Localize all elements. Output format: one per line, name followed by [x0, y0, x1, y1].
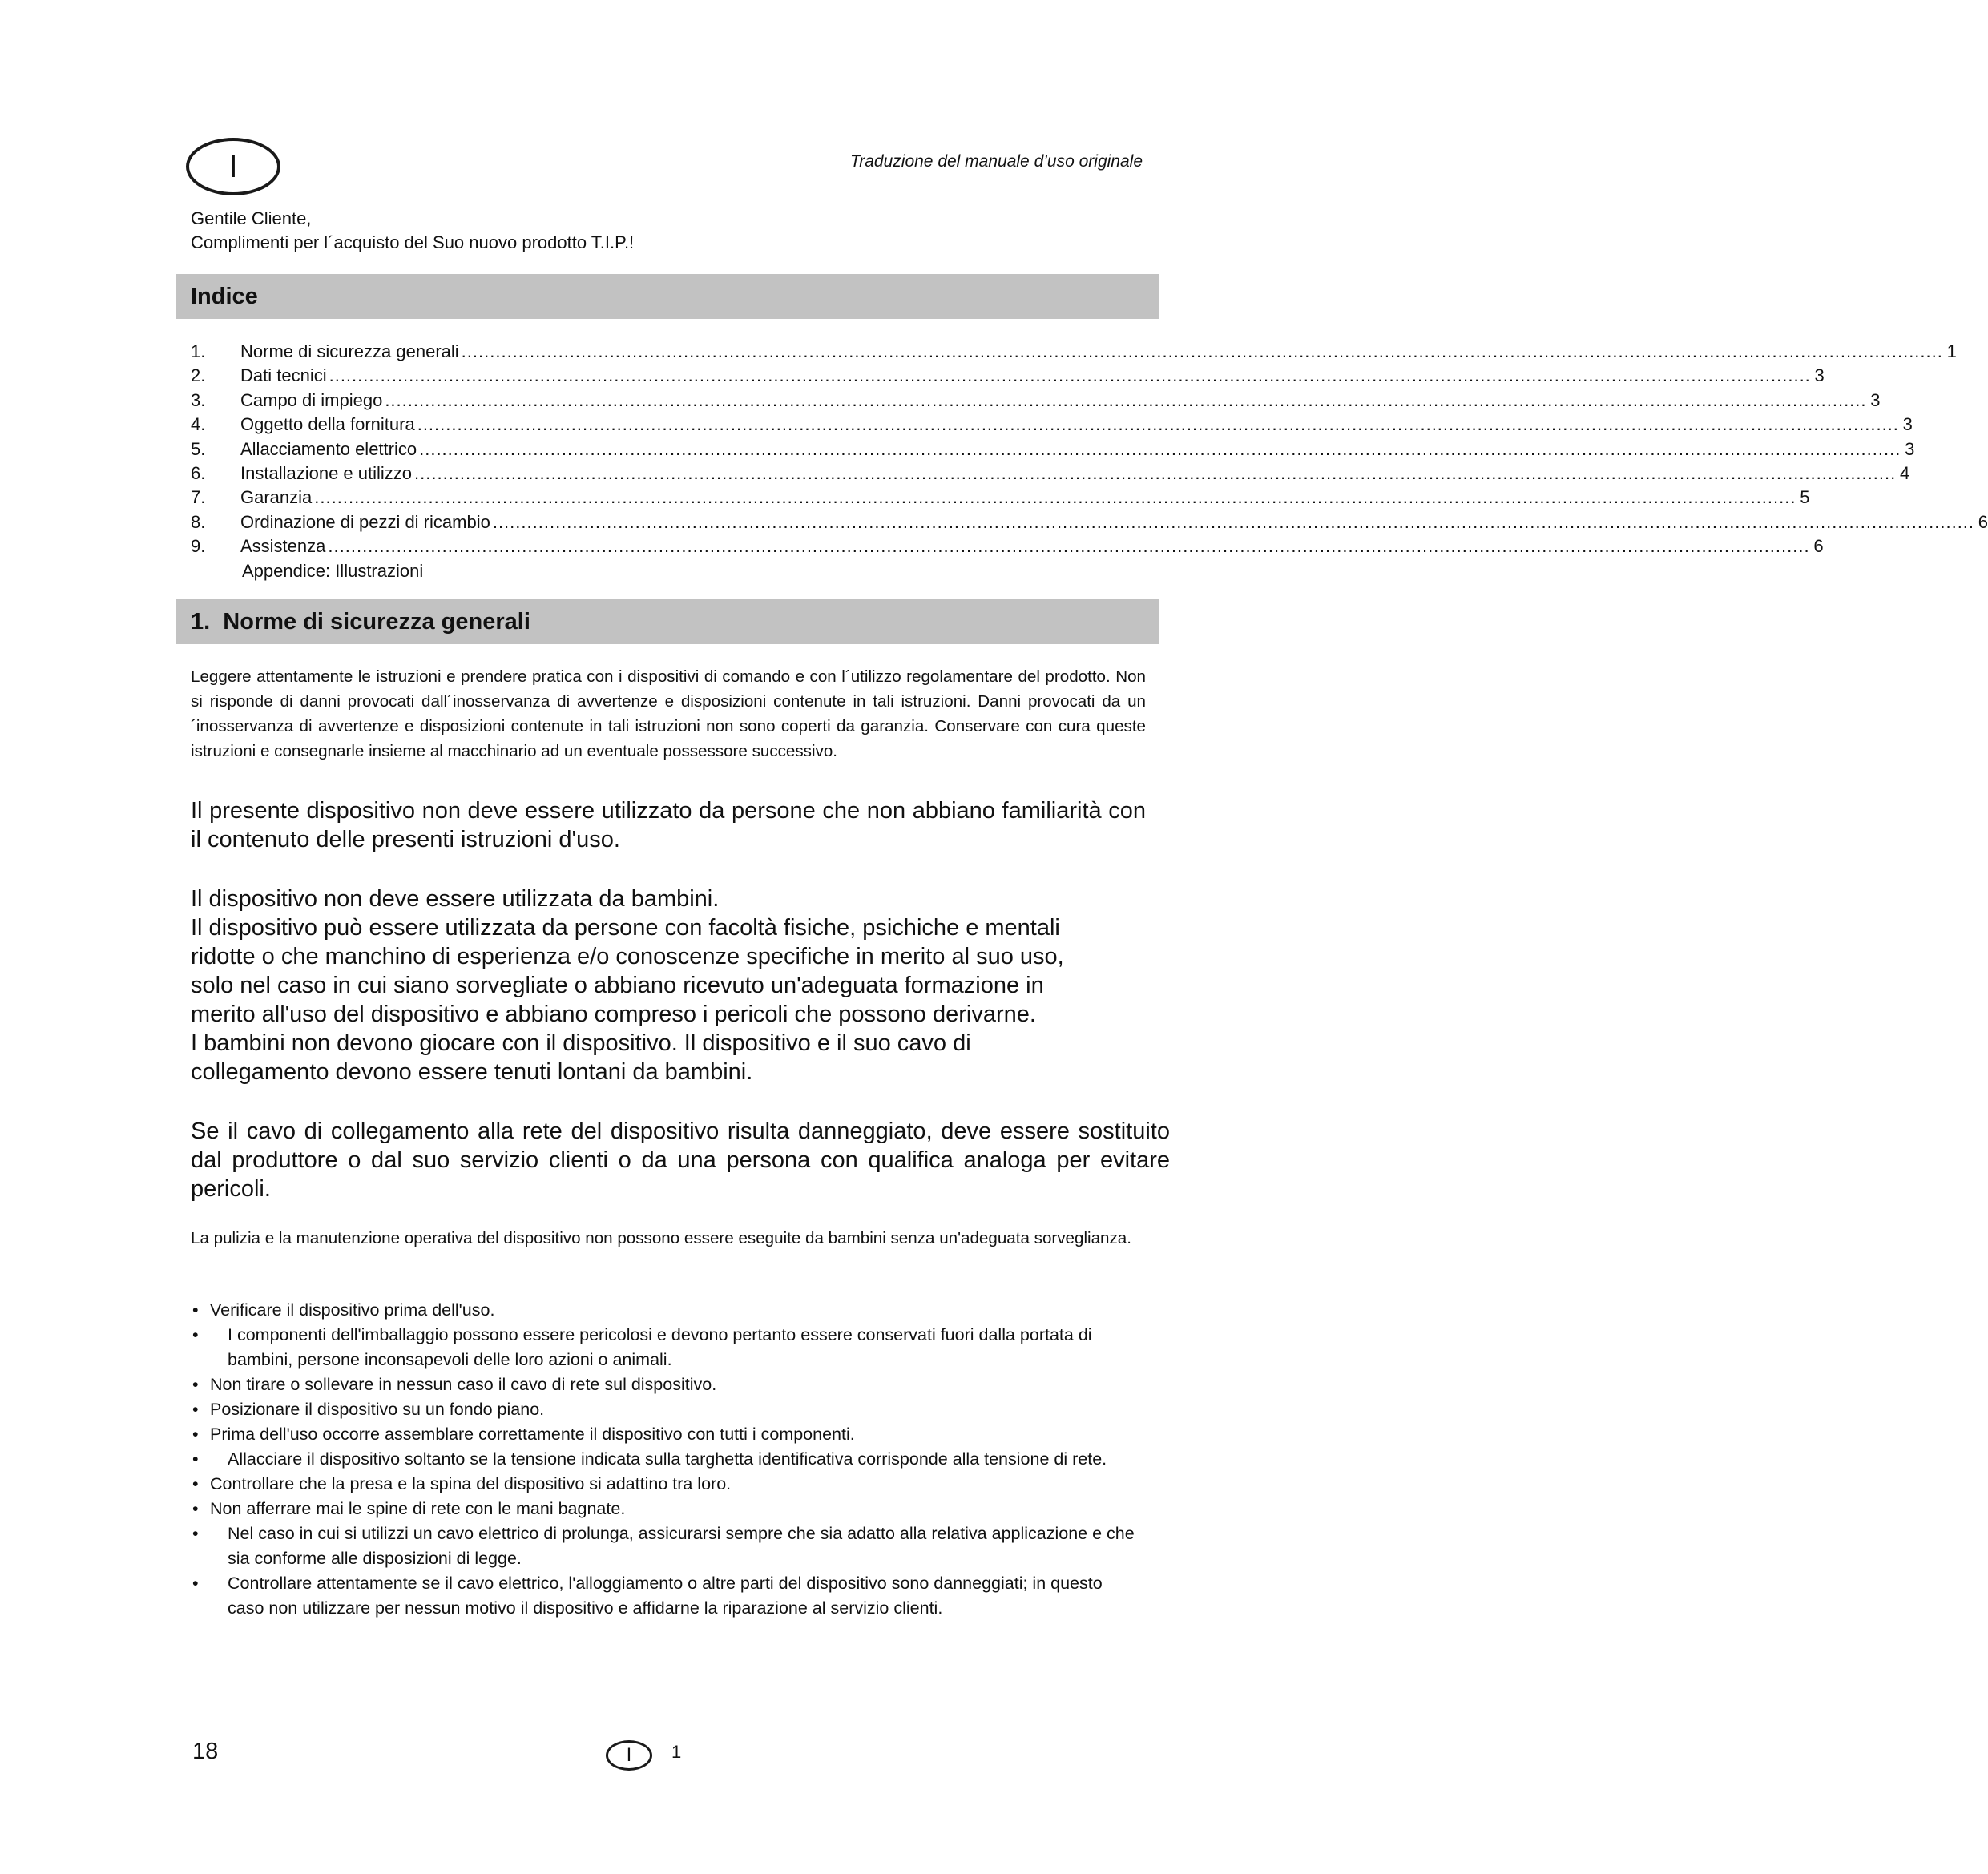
toc-entry-page: 3 — [1814, 365, 1825, 386]
toc-entry-title: Installazione e utilizzo — [240, 462, 413, 483]
toc-leader-dots: .................................................................................................................................................................................................................................................................... — [417, 414, 1899, 435]
toc-entry-number: 4. — [191, 414, 206, 435]
list-item: • Non afferrare mai le spine di rete con le mani bagnate. — [191, 1497, 1136, 1521]
list-item: • Prima dell'uso occorre assemblare correttamente il dispositivo con tutti i componenti. — [191, 1422, 1136, 1447]
greeting — [191, 207, 634, 255]
toc-entry[interactable] — [191, 389, 1881, 413]
warning-line: ridotte o che manchino di esperienza e/o conoscenze specifiche in merito al suo uso, — [191, 944, 1064, 969]
toc-entry-title: Ordinazione di pezzi di ricambio — [240, 511, 490, 532]
warning-line: solo nel caso in cui siano sorvegliate o abbiano ricevuto un'adeguata formazione in — [191, 973, 1044, 998]
list-item: • I componenti dell'imballaggio possono essere pericolosi e devono pertanto essere conservati fuori dalla portata di bambini, persone inconsapevoli delle loro azioni o animali. — [191, 1323, 1136, 1372]
toc-heading — [176, 274, 1159, 319]
toc-leader-dots: .................................................................................................................................................................................................................................................................... — [419, 438, 1901, 459]
toc-entry-number: 9. — [191, 536, 206, 557]
toc-entry[interactable] — [191, 510, 1988, 534]
footer-language-badge-letter: I — [626, 1744, 632, 1766]
footer-language-badge — [606, 1740, 652, 1771]
toc-entry-title: Norme di sicurezza generali — [240, 341, 459, 361]
list-item: • Controllare che la presa e la spina del dispositivo si adattino tra loro. — [191, 1472, 1136, 1497]
warning-line: merito all'uso del dispositivo e abbiano compreso i pericoli che possono derivarne. — [191, 1001, 1036, 1027]
toc-appendix: Appendice: Illustrazioni — [242, 560, 424, 581]
toc-entry-title: Garanzia — [240, 487, 313, 508]
list-item: • Allacciare il dispositivo soltanto se la tensione indicata sulla targhetta identificativa corrisponde alla tensione di rete. — [191, 1447, 1136, 1472]
toc-entry-page: 5 — [1800, 487, 1810, 508]
warning-paragraph-instructions: Il presente dispositivo non deve essere utilizzato da persone che non abbiano familiarità con il contenuto delle presenti istruzioni d'uso. — [191, 798, 1146, 852]
toc-entry-page: 1 — [1946, 341, 1957, 361]
toc-entry[interactable] — [191, 364, 1825, 388]
list-item: • Controllare attentamente se il cavo elettrico, l'alloggiamento o altre parti del dispositivo sono danneggiati; in questo caso non utilizzare per nessun motivo il dispositivo e affidarne la riparazione al servizio clienti. — [191, 1571, 1136, 1621]
toc-entry-title: Dati tecnici — [240, 365, 327, 386]
toc-entry[interactable] — [191, 534, 1824, 558]
toc-entry-title: Oggetto della fornitura — [240, 414, 415, 435]
document-subtitle: Traduzione del manuale d’uso originale — [849, 152, 1143, 171]
warning-paragraph-cable: Se il cavo di collegamento alla rete del dispositivo risulta danneggiato, deve essere sostituito dal produttore o dal suo servizio clienti o da una persona con qualifica analoga per evitare pericoli. — [191, 1118, 1170, 1202]
toc-entry-title: Assistenza — [240, 536, 326, 557]
list-item: • Nel caso in cui si utilizzi un cavo elettrico di prolunga, assicurarsi sempre che sia adatto alla relativa applicazione e che sia conforme alle disposizioni di legge. — [191, 1521, 1136, 1571]
page-number: 18 — [192, 1739, 219, 1764]
toc-entry-number: 1. — [191, 341, 206, 361]
section-page-number: 1 — [671, 1742, 682, 1762]
toc-entry-page: 3 — [1902, 414, 1913, 435]
toc-entry[interactable] — [191, 437, 1915, 461]
toc-entry-number: 6. — [191, 462, 206, 483]
toc-leader-dots: .................................................................................................................................................................................................................................................................... — [328, 536, 1810, 557]
warning-line: Il dispositivo può essere utilizzata da persone con facoltà fisiche, psichiche e mentali — [191, 915, 1060, 941]
toc-entry-number: 3. — [191, 389, 206, 410]
warning-line: I bambini non devono giocare con il dispositivo. Il dispositivo e il suo cavo di — [191, 1030, 971, 1056]
list-item: • Non tirare o sollevare in nessun caso il cavo di rete sul dispositivo. — [191, 1372, 1136, 1397]
toc-entry[interactable] — [191, 486, 1810, 510]
toc-leader-dots: .................................................................................................................................................................................................................................................................... — [414, 462, 1897, 483]
toc-entry-page: 4 — [1899, 462, 1910, 483]
toc-leader-dots: .................................................................................................................................................................................................................................................................... — [492, 511, 1975, 532]
intro-paragraph: Leggere attentamente le istruzioni e prendere pratica con i dispositivi di comando e con l´utilizzo regolamentare del prodotto. Non si risponde di danni provocati dall´inosservanza di avvertenze e disposizioni contenute in tali istruzioni. Danni provocati da un´inosservanza di avvertenze e disposizioni contenute in tali istruzioni non sono coperti da garanzia. Conservare con cura queste istruzioni e consegnarle insieme al macchinario ad un eventuale possessore successivo. — [191, 667, 1146, 760]
toc-leader-dots: .................................................................................................................................................................................................................................................................... — [385, 389, 1867, 410]
greeting-congratulations: Complimenti per l´acquisto del Suo nuovo prodotto T.I.P.! — [191, 232, 635, 252]
list-item: • Posizionare il dispositivo su un fondo piano. — [191, 1397, 1136, 1422]
toc-leader-dots: .................................................................................................................................................................................................................................................................... — [314, 487, 1796, 508]
toc-entry-title: Campo di impiego — [240, 389, 383, 410]
language-badge — [186, 138, 280, 195]
toc-entry[interactable] — [191, 340, 1957, 364]
toc-entry[interactable] — [191, 461, 1910, 486]
toc-leader-dots: .................................................................................................................................................................................................................................................................... — [461, 341, 1943, 361]
toc-entry-page: 3 — [1905, 438, 1915, 459]
toc-entry-title: Allacciamento elettrico — [240, 438, 417, 459]
toc-entry-number: 8. — [191, 511, 206, 532]
section-heading — [176, 599, 1159, 644]
toc-entry-page: 6 — [1813, 536, 1824, 557]
toc-heading-label: Indice — [191, 283, 258, 309]
toc-leader-dots: .................................................................................................................................................................................................................................................................... — [329, 365, 1811, 386]
toc-entry[interactable] — [191, 413, 1913, 437]
cleaning-paragraph: La pulizia e la manutenzione operativa del dispositivo non possono essere eseguite da bambini senza un'adeguata sorveglianza. — [191, 1229, 1131, 1247]
toc-entry-page: 3 — [1870, 389, 1881, 410]
section-heading-label: 1. Norme di sicurezza generali — [191, 608, 530, 635]
table-of-contents — [191, 340, 1988, 583]
warning-line: Il dispositivo non deve essere utilizzata da bambini. — [191, 886, 720, 912]
toc-entry-page: 6 — [1978, 511, 1988, 532]
toc-entry-number: 7. — [191, 487, 206, 508]
warning-line: collegamento devono essere tenuti lontani da bambini. — [191, 1059, 753, 1085]
safety-bullet-list — [191, 1298, 1136, 1621]
toc-entry-number: 2. — [191, 365, 206, 386]
toc-entry-number: 5. — [191, 438, 206, 459]
greeting-salutation: Gentile Cliente, — [191, 208, 312, 228]
language-badge-letter: I — [228, 149, 238, 184]
warning-paragraph-children — [191, 885, 1152, 1086]
list-item: • Verificare il dispositivo prima dell'uso. — [191, 1298, 1136, 1323]
